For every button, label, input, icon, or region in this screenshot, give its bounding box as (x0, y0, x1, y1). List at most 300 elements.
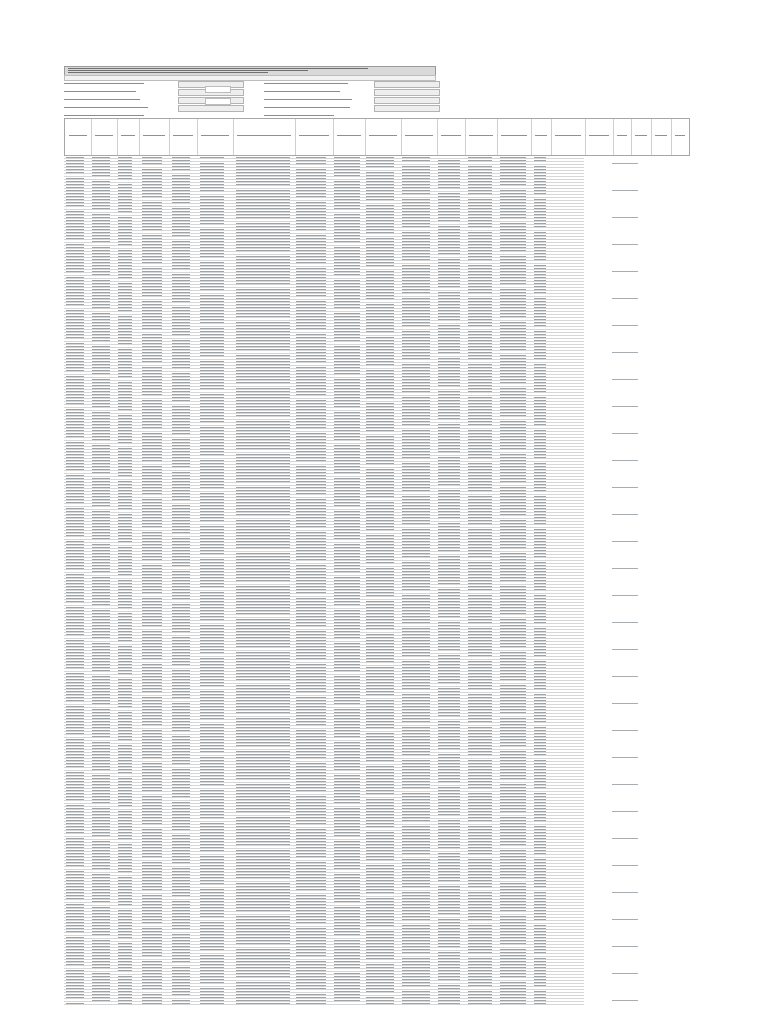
table-cell (500, 673, 526, 674)
table-cell (66, 376, 84, 377)
table-cell (118, 982, 132, 983)
table-cell (438, 160, 460, 161)
table-cell (118, 865, 132, 866)
table-row (64, 188, 584, 189)
table-cell (236, 931, 290, 932)
note-cell (612, 919, 638, 920)
table-cell (534, 421, 546, 422)
table-cell (118, 598, 132, 599)
table-cell (468, 661, 492, 662)
note-cell (612, 838, 638, 839)
table-cell (296, 211, 326, 212)
table-cell (236, 547, 290, 548)
table-cell (534, 463, 546, 464)
table-cell (296, 544, 326, 545)
table-cell (236, 784, 290, 785)
table-cell (172, 892, 190, 893)
table-cell (200, 472, 224, 473)
table-cell (500, 628, 526, 629)
table-cell (142, 250, 162, 251)
table-cell (172, 610, 190, 611)
table-cell (172, 949, 190, 950)
table-cell (236, 997, 290, 998)
table-row (64, 620, 584, 621)
table-cell (142, 280, 162, 281)
table-cell (236, 388, 290, 389)
table-cell (142, 985, 162, 986)
table-cell (200, 187, 224, 188)
table-cell (200, 229, 224, 230)
table-cell (92, 763, 110, 764)
table-cell (66, 463, 84, 464)
table-cell (402, 520, 430, 521)
table-cell (500, 301, 526, 302)
table-cell (172, 1000, 190, 1001)
table-cell (334, 589, 360, 590)
table-cell (66, 313, 84, 314)
table-cell (200, 610, 224, 611)
table-cell (534, 643, 546, 644)
table-cell (438, 769, 460, 770)
table-cell (500, 391, 526, 392)
table-cell (142, 193, 162, 194)
table-cell (142, 328, 162, 329)
table-cell (438, 955, 460, 956)
table-cell (172, 514, 190, 515)
table-cell (534, 925, 546, 926)
table-cell (402, 244, 430, 245)
table-cell (468, 172, 492, 173)
table-cell (296, 307, 326, 308)
table-cell (118, 589, 132, 590)
table-cell (142, 580, 162, 581)
table-cell (236, 934, 290, 935)
table-cell (92, 619, 110, 620)
table-cell (66, 511, 84, 512)
table-cell (500, 277, 526, 278)
table-cell (142, 634, 162, 635)
table-cell (296, 1003, 326, 1004)
table-cell (118, 517, 132, 518)
table-cell (66, 235, 84, 236)
table-cell (118, 829, 132, 830)
table-cell (534, 949, 546, 950)
table-cell (296, 676, 326, 677)
table-cell (534, 181, 546, 182)
summary-value-box (178, 105, 244, 112)
table-cell (92, 292, 110, 293)
table-cell (92, 847, 110, 848)
table-cell (66, 535, 84, 536)
table-cell (66, 529, 84, 530)
table-cell (142, 757, 162, 758)
table-cell (236, 499, 290, 500)
table-cell (534, 220, 546, 221)
table-cell (172, 298, 190, 299)
table-cell (334, 718, 360, 719)
table-cell (236, 328, 290, 329)
table-cell (236, 217, 290, 218)
table-cell (118, 925, 132, 926)
table-cell (296, 673, 326, 674)
table-cell (92, 637, 110, 638)
table-cell (200, 652, 224, 653)
table-cell (66, 220, 84, 221)
table-cell (200, 826, 224, 827)
table-row (64, 197, 584, 198)
table-cell (402, 268, 430, 269)
table-cell (172, 292, 190, 293)
table-cell (500, 544, 526, 545)
table-cell (438, 400, 460, 401)
table-cell (334, 625, 360, 626)
table-cell (468, 538, 492, 539)
table-cell (92, 163, 110, 164)
table-cell (118, 748, 132, 749)
table-cell (236, 910, 290, 911)
table-cell (334, 229, 360, 230)
table-cell (66, 256, 84, 257)
table-cell (402, 505, 430, 506)
table-row (64, 533, 584, 534)
table-cell (366, 682, 394, 683)
table-cell (334, 160, 360, 161)
table-row (64, 416, 584, 417)
table-cell (402, 358, 430, 359)
table-cell (468, 655, 492, 656)
table-cell (534, 898, 546, 899)
table-cell (296, 583, 326, 584)
table-cell (142, 853, 162, 854)
table-cell (172, 712, 190, 713)
table-cell (118, 757, 132, 758)
table-cell (200, 559, 224, 560)
table-cell (438, 481, 460, 482)
table-cell (402, 895, 430, 896)
table-cell (366, 454, 394, 455)
table-cell (366, 571, 394, 572)
table-cell (236, 799, 290, 800)
table-cell (142, 355, 162, 356)
table-cell (142, 535, 162, 536)
table-row (64, 989, 584, 990)
table-cell (500, 394, 526, 395)
table-cell (118, 952, 132, 953)
table-cell (236, 262, 290, 263)
table-cell (142, 997, 162, 998)
table-cell (334, 445, 360, 446)
table-cell (200, 409, 224, 410)
table-cell (236, 532, 290, 533)
table-cell (172, 394, 190, 395)
table-cell (92, 946, 110, 947)
table-cell (142, 586, 162, 587)
column-header (555, 135, 581, 136)
table-cell (172, 406, 190, 407)
table-cell (66, 553, 84, 554)
table-row (64, 506, 584, 507)
table-cell (200, 535, 224, 536)
table-cell (438, 793, 460, 794)
table-cell (236, 469, 290, 470)
table-cell (500, 190, 526, 191)
table-cell (118, 382, 132, 383)
table-cell (468, 850, 492, 851)
table-cell (402, 550, 430, 551)
table-cell (468, 484, 492, 485)
table-cell (92, 520, 110, 521)
table-cell (534, 745, 546, 746)
table-cell (402, 472, 430, 473)
table-cell (438, 835, 460, 836)
table-cell (534, 400, 546, 401)
table-cell (438, 988, 460, 989)
table-cell (172, 844, 190, 845)
table-cell (438, 550, 460, 551)
table-cell (500, 262, 526, 263)
table-cell (296, 418, 326, 419)
table-row (64, 254, 584, 255)
table-cell (500, 922, 526, 923)
table-cell (534, 760, 546, 761)
table-cell (468, 811, 492, 812)
table-cell (66, 853, 84, 854)
table-cell (296, 625, 326, 626)
table-cell (366, 550, 394, 551)
table-cell (402, 793, 430, 794)
table-cell (402, 760, 430, 761)
table-cell (402, 904, 430, 905)
table-cell (142, 778, 162, 779)
table-cell (438, 469, 460, 470)
table-cell (402, 778, 430, 779)
table-cell (534, 718, 546, 719)
table-cell (500, 169, 526, 170)
table-cell (402, 502, 430, 503)
table-cell (438, 907, 460, 908)
table-cell (142, 904, 162, 905)
table-cell (334, 724, 360, 725)
table-cell (236, 157, 290, 158)
table-cell (534, 952, 546, 953)
table-cell (438, 766, 460, 767)
table-cell (236, 169, 290, 170)
table-cell (172, 256, 190, 257)
table-cell (366, 904, 394, 905)
table-cell (402, 745, 430, 746)
note-cell (612, 298, 638, 299)
table-cell (296, 658, 326, 659)
table-cell (468, 478, 492, 479)
table-row (64, 497, 584, 498)
table-cell (366, 253, 394, 254)
table-cell (296, 667, 326, 668)
table-cell (236, 595, 290, 596)
table-cell (402, 547, 430, 548)
table-cell (142, 220, 162, 221)
table-cell (500, 901, 526, 902)
table-row (64, 290, 584, 291)
table-cell (468, 238, 492, 239)
table-cell (468, 994, 492, 995)
table-cell (468, 403, 492, 404)
table-cell (118, 1000, 132, 1001)
table-cell (92, 379, 110, 380)
table-cell (534, 565, 546, 566)
table-cell (66, 253, 84, 254)
summary-label (64, 107, 148, 108)
table-cell (296, 685, 326, 686)
table-cell (92, 775, 110, 776)
table-cell (200, 169, 224, 170)
table-row (64, 488, 584, 489)
table-cell (172, 310, 190, 311)
table-cell (500, 208, 526, 209)
table-cell (334, 418, 360, 419)
table-cell (200, 199, 224, 200)
table-cell (500, 496, 526, 497)
table-cell (468, 676, 492, 677)
column-separator (295, 119, 296, 155)
table-cell (402, 487, 430, 488)
table-cell (236, 877, 290, 878)
table-cell (366, 649, 394, 650)
table-cell (468, 754, 492, 755)
table-cell (200, 883, 224, 884)
table-cell (118, 751, 132, 752)
table-cell (200, 784, 224, 785)
table-cell (468, 532, 492, 533)
column-separator (197, 119, 198, 155)
table-cell (118, 994, 132, 995)
table-cell (118, 919, 132, 920)
table-cell (236, 502, 290, 503)
table-cell (296, 901, 326, 902)
table-cell (366, 715, 394, 716)
table-cell (402, 280, 430, 281)
table-cell (172, 682, 190, 683)
table-cell (366, 343, 394, 344)
table-cell (438, 607, 460, 608)
table-cell (468, 847, 492, 848)
table-cell (534, 934, 546, 935)
table-cell (92, 886, 110, 887)
table-cell (468, 904, 492, 905)
table-cell (534, 703, 546, 704)
table-cell (200, 172, 224, 173)
table-row (64, 647, 584, 648)
table-cell (236, 298, 290, 299)
table-cell (92, 616, 110, 617)
table-cell (334, 220, 360, 221)
table-cell (92, 916, 110, 917)
action-button[interactable] (205, 86, 231, 93)
table-cell (534, 742, 546, 743)
table-cell (334, 727, 360, 728)
table-cell (200, 340, 224, 341)
table-cell (296, 484, 326, 485)
table-row (64, 794, 584, 795)
table-cell (236, 988, 290, 989)
table-cell (236, 514, 290, 515)
table-cell (402, 202, 430, 203)
table-cell (366, 772, 394, 773)
table-cell (366, 745, 394, 746)
table-cell (142, 832, 162, 833)
table-cell (172, 811, 190, 812)
table-cell (366, 601, 394, 602)
table-cell (468, 817, 492, 818)
table-cell (500, 862, 526, 863)
table-cell (92, 265, 110, 266)
table-cell (334, 187, 360, 188)
table-cell (200, 601, 224, 602)
table-cell (200, 349, 224, 350)
table-cell (66, 646, 84, 647)
table-cell (334, 319, 360, 320)
table-row (64, 971, 584, 972)
table-cell (366, 643, 394, 644)
table-cell (296, 202, 326, 203)
table-cell (66, 613, 84, 614)
table-cell (92, 532, 110, 533)
table-row (64, 635, 584, 636)
table-row (64, 413, 584, 414)
table-cell (66, 676, 84, 677)
table-cell (366, 934, 394, 935)
column-separator (671, 119, 672, 155)
table-cell (500, 976, 526, 977)
table-cell (200, 862, 224, 863)
table-cell (236, 823, 290, 824)
table-cell (200, 220, 224, 221)
table-cell (468, 562, 492, 563)
table-cell (142, 955, 162, 956)
action-button[interactable] (205, 98, 231, 105)
table-cell (500, 640, 526, 641)
table-cell (500, 892, 526, 893)
table-cell (118, 943, 132, 944)
table-row (64, 395, 584, 396)
table-cell (118, 724, 132, 725)
table-cell (402, 391, 430, 392)
table-cell (366, 769, 394, 770)
table-cell (66, 898, 84, 899)
table-cell (534, 499, 546, 500)
table-cell (366, 373, 394, 374)
table-cell (118, 241, 132, 242)
table-cell (366, 406, 394, 407)
table-cell (334, 241, 360, 242)
table-cell (142, 583, 162, 584)
table-cell (236, 967, 290, 968)
table-row (64, 581, 584, 582)
table-cell (500, 769, 526, 770)
table-cell (402, 580, 430, 581)
table-cell (118, 946, 132, 947)
table-cell (500, 949, 526, 950)
table-cell (66, 673, 84, 674)
note-cell (612, 892, 638, 893)
table-row (64, 698, 584, 699)
table-cell (402, 514, 430, 515)
table-cell (236, 754, 290, 755)
table-row (64, 704, 584, 705)
table-cell (172, 562, 190, 563)
table-cell (200, 634, 224, 635)
table-cell (142, 979, 162, 980)
table-cell (236, 397, 290, 398)
